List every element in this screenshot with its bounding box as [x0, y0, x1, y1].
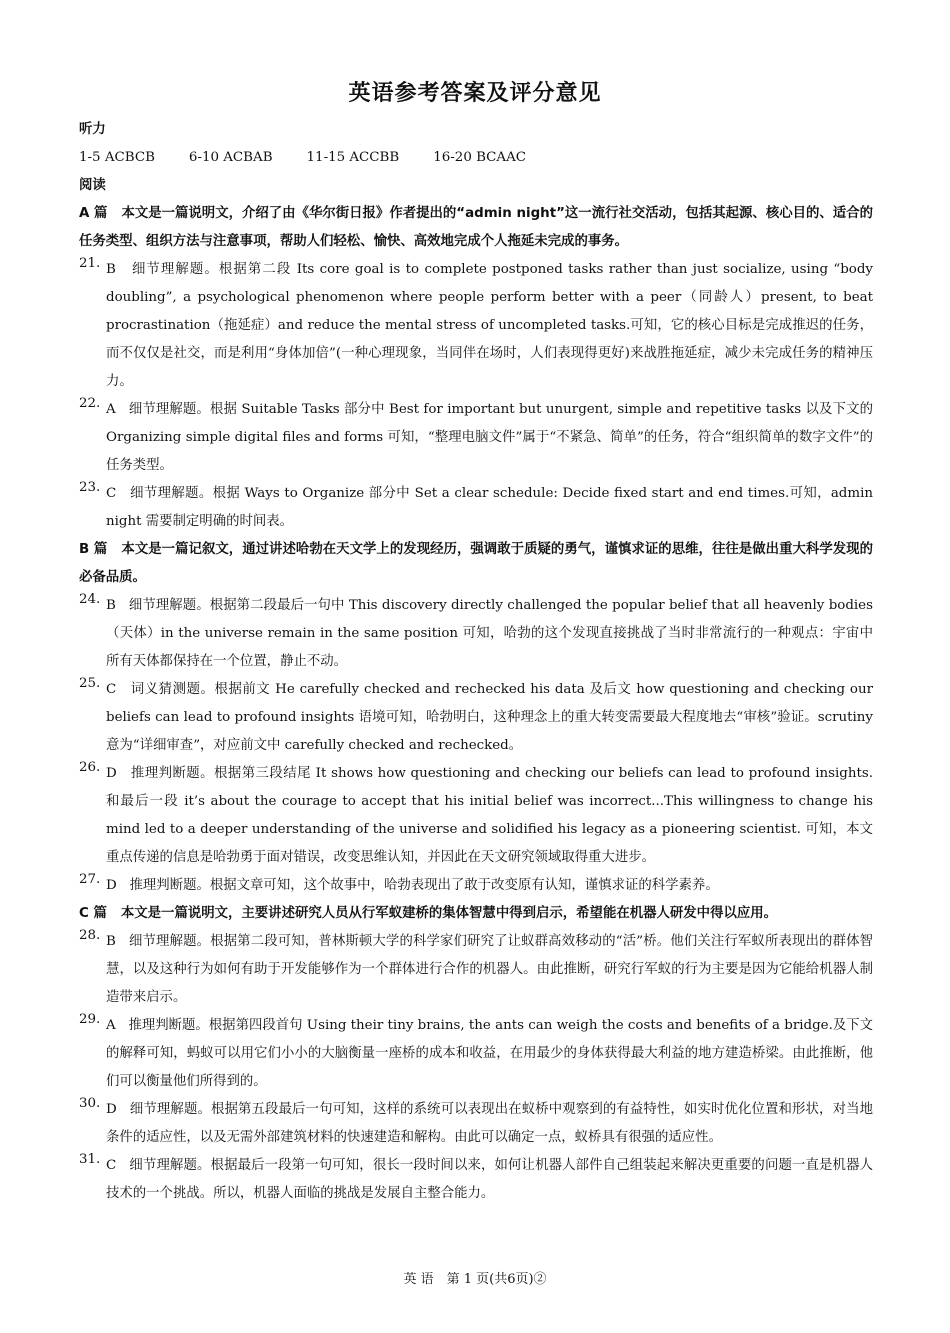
passage-summary-text: 本文是一篇说明文，介绍了由《华尔街日报》作者提出的“admin night”这一流行社交活动，包括其起源、核心目的、适合的任务类型、组织方法与注意事项，帮助人们轻松、愉快、高效地完成个人拖延未完成的事务。: [79, 206, 873, 249]
question-number: 21.: [79, 256, 101, 271]
passage-summary-text: 本文是一篇记叙文，通过讲述哈勃在天文学上的发现经历，强调敢于质疑的勇气，谨慎求证的思维，往往是做出重大科学发现的必备品质。: [79, 542, 873, 585]
question-explanation: 细节理解题。根据最后一段第一句可知，很长一段时间以来，如何让机器人部件自己组装起来解决更重要的问题一直是机器人技术的一个挑战。所以，机器人面临的挑战是发展自主整合能力。: [106, 1158, 873, 1201]
question-explanation: 细节理解题。根据第二段可知，普林斯顿大学的科学家们研究了让蚁群高效移动的“活”桥。他们关注行军蚁所表现出的群体智慧，以及这种行为如何有助于开发能够作为一个群体进行合作的机器人。由此推断，研究行军蚁的行为主要是因为它能给机器人制造带来启示。: [106, 934, 873, 1005]
question-item: [79, 256, 873, 396]
question-item: [79, 676, 873, 760]
question-answer: A: [106, 1018, 116, 1033]
question-answer: C: [106, 486, 117, 501]
passage-label: A 篇: [79, 206, 108, 221]
question-item: [79, 760, 873, 872]
question-item: [79, 1012, 873, 1096]
question-answer: B: [106, 598, 116, 613]
listening-answer-group: 16-20 BCAAC: [433, 150, 527, 165]
question-number: 22.: [79, 396, 101, 411]
question-answer: A: [106, 402, 116, 417]
question-item: [79, 592, 873, 676]
listening-answer-group: 1-5 ACBCB: [79, 150, 155, 165]
question-number: 24.: [79, 592, 101, 607]
question-item: [79, 480, 873, 536]
question-answer: C: [106, 1158, 117, 1173]
question-explanation: 词义猜测题。根据前文 He carefully checked and rechecked his data 及后文 how questioning and checking our beliefs can lead to profound insights 语境可知，哈勃明白，这种理念上的重大转变需要最大程度地去“审核”验证。scrutiny 意为“详细审查”，对应前文中 carefully checked and rechecked。: [106, 682, 873, 753]
question-explanation: 细节理解题。根据 Ways to Organize 部分中 Set a clear schedule: Decide fixed start and end times.可知，admin night 需要制定明确的时间表。: [106, 486, 873, 529]
question-explanation: 细节理解题。根据第五段最后一句可知，这样的系统可以表现出在蚁桥中观察到的有益特性，如实时优化位置和形状，对当地条件的适应性，以及无需外部建筑材料的快速建造和解构。由此可以确定一点，蚁桥具有很强的适应性。: [106, 1102, 873, 1145]
passage-a-summary: [79, 200, 873, 256]
question-explanation: 细节理解题。根据第二段 Its core goal is to complete postponed tasks rather than just socialize, using “body doubling”, a psychological phenomenon where people perform better with a peer（同龄人）present, to beat procrastination（拖延症）and reduce the mental stress of uncompleted tasks.可知，它的核心目标是完成推迟的任务，而不仅仅是社交，而是利用“身体加倍”(一种心理现象，当同伴在场时，人们表现得更好)来战胜拖延症，减少未完成任务的精神压力。: [106, 262, 873, 389]
question-number: 30.: [79, 1096, 101, 1111]
question-item: [79, 396, 873, 480]
listening-heading: 听力: [79, 122, 106, 137]
question-number: 23.: [79, 480, 101, 495]
question-number: 27.: [79, 872, 101, 887]
question-number: 29.: [79, 1012, 101, 1027]
reading-heading: 阅读: [79, 178, 106, 193]
listening-answer-group: 11-15 ACCBB: [306, 150, 400, 165]
page-footer: 英 语 第 1 页(共6页)②: [403, 1272, 547, 1287]
question-number: 31.: [79, 1152, 101, 1167]
passage-label: B 篇: [79, 542, 108, 557]
question-answer: C: [106, 682, 117, 697]
question-item: [79, 872, 873, 900]
passage-summary-text: 本文是一篇说明文，主要讲述研究人员从行军蚁建桥的集体智慧中得到启示，希望能在机器人研发中得以应用。: [120, 906, 778, 921]
passage-label: C 篇: [79, 906, 107, 921]
passage-b-summary: [79, 536, 873, 592]
passage-c-summary: [79, 900, 873, 928]
question-explanation: 推理判断题。根据文章可知，这个故事中，哈勃表现出了敢于改变原有认知，谨慎求证的科学素养。: [129, 878, 719, 893]
question-item: [79, 1096, 873, 1152]
question-answer: D: [106, 878, 117, 893]
question-answer: D: [106, 1102, 117, 1117]
question-explanation: 细节理解题。根据 Suitable Tasks 部分中 Best for important but unurgent, simple and repetitive tasks 以及下文的 Organizing simple digital files and forms 可知，“整理电脑文件”属于“不紧急、简单”的任务，符合“组织简单的数字文件”的任务类型。: [106, 402, 873, 473]
question-item: [79, 928, 873, 1012]
question-item: [79, 1152, 873, 1208]
question-answer: B: [106, 262, 116, 277]
question-number: 25.: [79, 676, 101, 691]
page-title: 英语参考答案及评分意见: [348, 81, 602, 106]
question-answer: D: [106, 766, 117, 781]
question-number: 28.: [79, 928, 101, 943]
question-explanation: 细节理解题。根据第二段最后一句中 This discovery directly challenged the popular belief that all heavenly bodies（天体）in the universe remain in the same position 可知，哈勃的这个发现直接挑战了当时非常流行的一种观点：宇宙中所有天体都保持在一个位置，静止不动。: [106, 598, 873, 669]
listening-answer-group: 6-10 ACBAB: [188, 150, 273, 165]
question-explanation: 推理判断题。根据第四段首句 Using their tiny brains, the ants can weigh the costs and benefits of a bridge.及下文的解释可知，蚂蚁可以用它们小小的大脑衡量一座桥的成本和收益，在用最少的身体获得最大利益的地方建造桥梁。由此推断，他们可以衡量他们所得到的。: [106, 1018, 874, 1089]
question-number: 26.: [79, 760, 101, 775]
listening-answers: [79, 144, 873, 172]
question-explanation: 推理判断题。根据第三段结尾 It shows how questioning and checking our beliefs can lead to profound insights.和最后一段 it’s about the courage to accept that his initial belief was incorrect...This willingness to change his mind led to a deeper understanding of the universe and solidified his legacy as a pioneering scientist. 可知，本文重点传递的信息是哈勃勇于面对错误，改变思维认知，并因此在天文研究领域取得重大进步。: [106, 766, 873, 865]
question-answer: B: [106, 934, 116, 949]
page-content: [79, 116, 873, 1208]
